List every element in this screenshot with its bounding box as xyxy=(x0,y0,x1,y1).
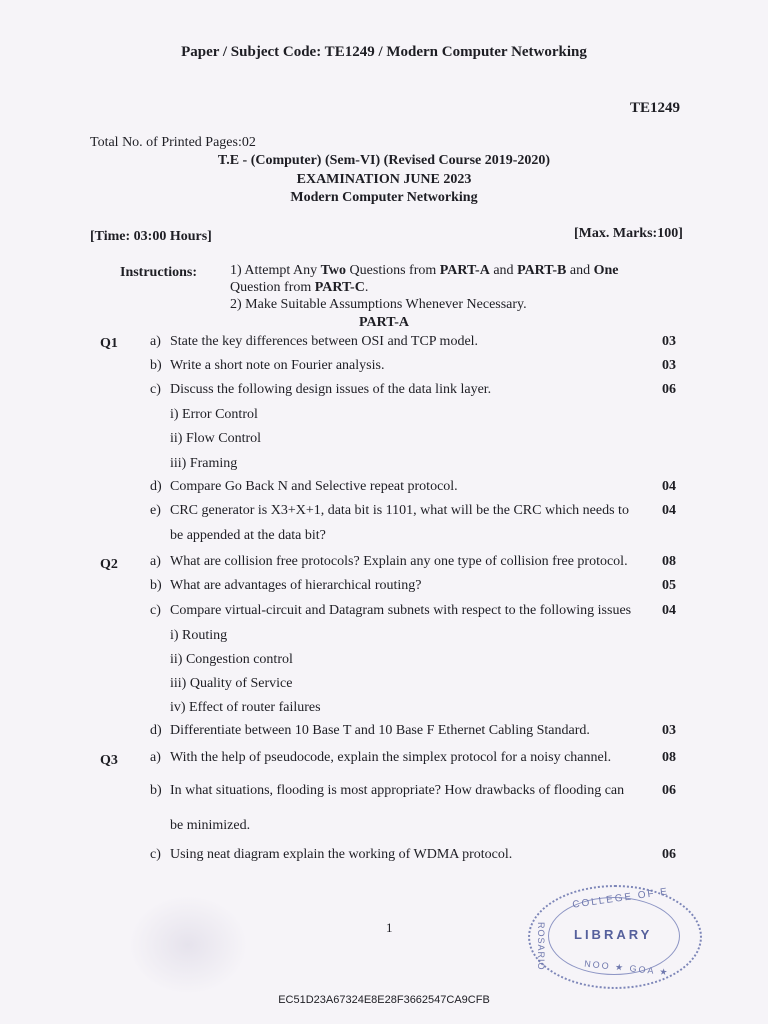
stamp-top-arc: COLLEGE OF E xyxy=(571,886,670,911)
time-label: [Time: 03:00 Hours] xyxy=(90,229,212,244)
stamp-center-text: LIBRARY xyxy=(574,927,653,942)
q2-a: a) What are collision free protocols? Explain any one type of collision free protocol. 08 xyxy=(150,554,676,569)
instructions-label: Instructions: xyxy=(120,265,198,280)
q2-c-item: iii) Quality of Service xyxy=(170,676,293,691)
q3-a: a) With the help of pseudocode, explain the simplex protocol for a noisy channel. 08 xyxy=(150,750,676,765)
q2-b: b) What are advantages of hierarchical routing? 05 xyxy=(150,578,676,593)
course-line: T.E - (Computer) (Sem-VI) (Revised Course 2019-2020) xyxy=(217,153,551,168)
stamp-side-text: ROSARIO xyxy=(536,922,546,971)
q1-number: Q1 xyxy=(100,336,118,351)
q3-number: Q3 xyxy=(100,753,118,768)
q1-b: b) Write a short note on Fourier analysis. 03 xyxy=(150,358,676,373)
instruction-1-cont: Question from PART-C. xyxy=(230,280,369,295)
paper-code-line: Paper / Subject Code: TE1249 / Modern Computer Networking xyxy=(181,44,587,60)
q1-d: d) Compare Go Back N and Selective repeat protocol. 04 xyxy=(150,479,676,494)
code-right: TE1249 xyxy=(630,100,681,116)
max-marks-label: [Max. Marks:100] xyxy=(574,226,683,241)
q1-c-item: iii) Framing xyxy=(170,456,238,471)
q1-a: a) State the key differences between OSI and TCP model. 03 xyxy=(150,334,676,349)
q1-c-item: i) Error Control xyxy=(170,407,258,422)
q2-c-item: iv) Effect of router failures xyxy=(170,700,321,715)
q1-e: e) CRC generator is X3+X+1, data bit is 1101, what will be the CRC which needs to 04 xyxy=(150,503,676,518)
q3-b-cont: be minimized. xyxy=(170,818,251,833)
instruction-2: 2) Make Suitable Assumptions Whenever Necessary. xyxy=(230,297,527,312)
paper-hash: EC51D23A67324E8E28F3662547CA9CFB xyxy=(278,994,490,1006)
stamp-bottom-arc: NOO ★ GOA ★ xyxy=(583,958,670,978)
q2-c-item: ii) Congestion control xyxy=(170,652,293,667)
q1-e-cont: be appended at the data bit? xyxy=(170,528,326,543)
q2-c-item: i) Routing xyxy=(170,628,228,643)
q1-c-item: ii) Flow Control xyxy=(170,431,262,446)
q3-b: b) In what situations, flooding is most appropriate? How drawbacks of flooding can 06 xyxy=(150,783,676,798)
q1-c: c) Discuss the following design issues of the data link layer. 06 xyxy=(150,382,676,397)
part-a-heading: PART-A xyxy=(358,315,410,330)
q2-number: Q2 xyxy=(100,557,118,572)
q3-c: c) Using neat diagram explain the working of WDMA protocol. 06 xyxy=(150,847,676,862)
exam-line: EXAMINATION JUNE 2023 xyxy=(296,172,472,187)
faint-seal-mark xyxy=(128,895,248,995)
q2-c: c) Compare virtual-circuit and Datagram subnets with respect to the following issues 04 xyxy=(150,603,676,618)
instruction-1: 1) Attempt Any Two Questions from PART-A and PART-B and One xyxy=(230,263,619,278)
subject-line: Modern Computer Networking xyxy=(290,190,478,205)
page-number: 1 xyxy=(386,920,393,935)
printed-pages: Total No. of Printed Pages:02 xyxy=(90,135,256,150)
q2-d: d) Differentiate between 10 Base T and 10 Base F Ethernet Cabling Standard. 03 xyxy=(150,723,676,738)
